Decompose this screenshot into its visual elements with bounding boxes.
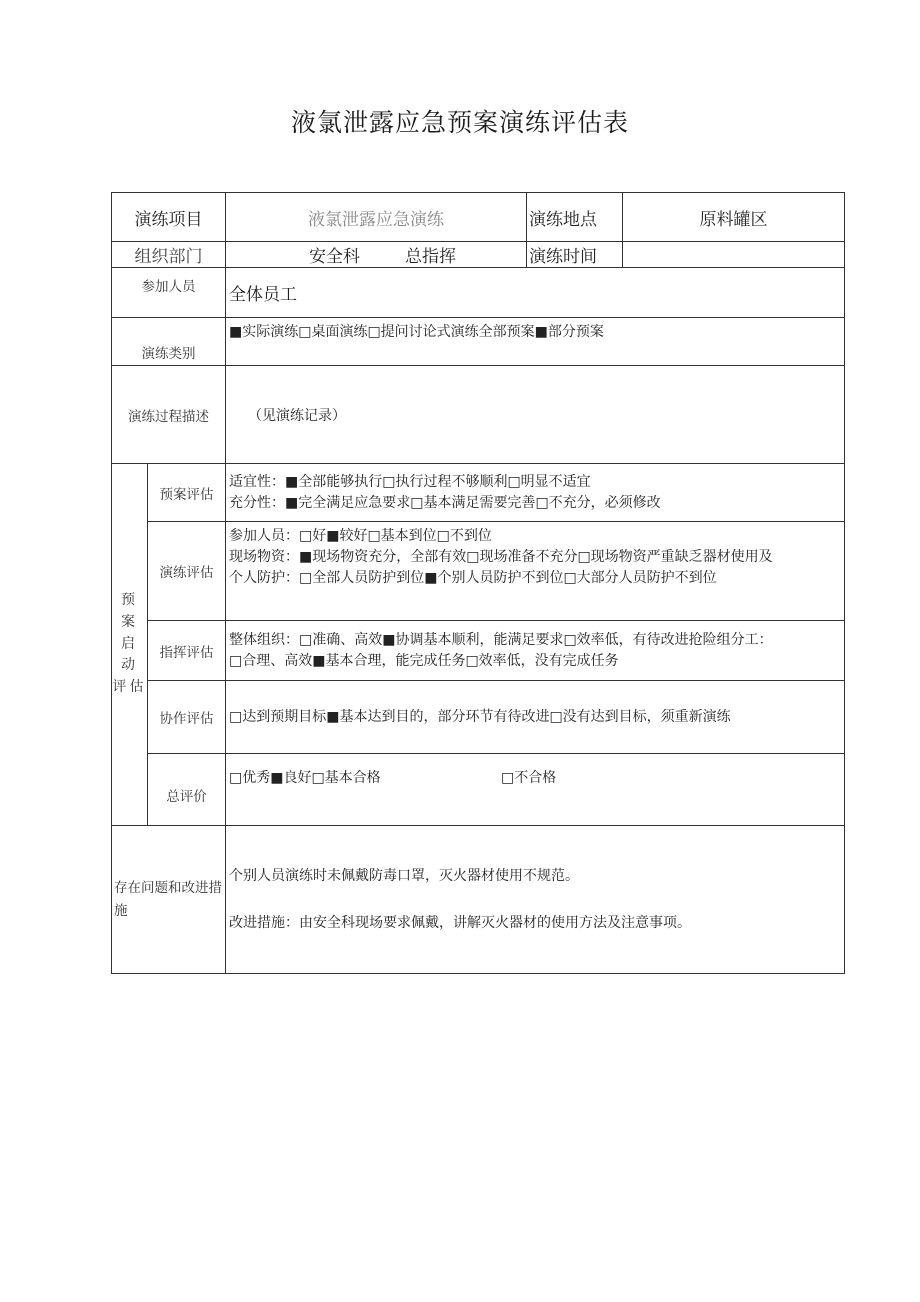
plan-eval-label: 预案评估 xyxy=(148,464,226,522)
command-eval-content xyxy=(226,621,845,681)
command-rescue-line: □合理、高效■基本合理，能完成任务□效率低，没有完成任务 xyxy=(229,652,619,669)
drill-eval-content xyxy=(226,522,845,621)
dept-label: 组织部门 xyxy=(112,242,226,268)
time-label: 演练时间 xyxy=(527,242,623,268)
process-value: （见演练记录） xyxy=(226,366,845,464)
row-drill-eval xyxy=(112,522,845,621)
row-category xyxy=(112,318,845,366)
overall-fail-option: □不合格 xyxy=(501,770,557,786)
process-label: 演练过程描述 xyxy=(112,366,226,464)
row-overall xyxy=(112,754,845,826)
row-process xyxy=(112,366,845,464)
issues-content xyxy=(226,826,845,974)
drill-participants-line: 参加人员：□好■较好□基本到位□不到位 xyxy=(229,528,492,544)
row-plan-eval xyxy=(112,464,845,522)
row-participants xyxy=(112,268,845,318)
plan-suitability-line: 适宜性：■全部能够执行□执行过程不够顺利□明显不适宜 xyxy=(229,473,591,490)
command-eval-label: 指挥评估 xyxy=(148,621,226,681)
drill-eval-label: 演练评估 xyxy=(148,522,226,621)
issues-label: 存在问题和改进措施 xyxy=(112,826,226,974)
participants-value: 全体员工 xyxy=(226,268,845,318)
startup-label-line-3: 评估 xyxy=(112,679,147,696)
overall-options: □优秀■良好□基本合格 xyxy=(229,770,381,786)
time-value xyxy=(623,242,845,268)
command-organization-line: 整体组织：□准确、高效■协调基本顺利，能满足要求□效率低，有待改进抢险组分工： xyxy=(229,631,773,648)
drill-protection-line: 个人防护：□全部人员防护到位■个别人员防护不到位□大部分人员防护不到位 xyxy=(229,570,717,586)
form-title: 液氯泄露应急预案演练评估表 xyxy=(290,108,629,137)
dept-value: 安全科 xyxy=(309,247,360,267)
category-options xyxy=(226,318,845,366)
coop-eval-content xyxy=(226,681,845,754)
startup-label-line-1: 预 案 xyxy=(121,592,138,630)
location-value: 原料罐区 xyxy=(623,193,845,242)
location-label: 演练地点 xyxy=(527,193,623,242)
category-text: ■实际演练□桌面演练□提问讨论式演练全部预案■部分预案 xyxy=(229,324,604,340)
category-label: 演练类别 xyxy=(112,318,226,366)
startup-eval-label xyxy=(112,464,148,826)
overall-content xyxy=(226,754,845,826)
row-coop-eval xyxy=(112,681,845,754)
issues-problem-line: 个别人员演练时未佩戴防毒口罩，灭火器材使用不规范。 xyxy=(229,867,579,884)
row-department xyxy=(112,242,845,268)
overall-label: 总评价 xyxy=(148,754,226,826)
project-value: 液氯泄露应急演练 xyxy=(226,193,527,242)
issues-improvement-line: 改进措施：由安全科现场要求佩戴，讲解灭火器材的使用方法及注意事项。 xyxy=(229,914,691,931)
coop-eval-label: 协作评估 xyxy=(148,681,226,754)
commander-label: 总指挥 xyxy=(405,247,456,267)
row-project xyxy=(112,193,845,242)
drill-materials-line: 现场物资：■现场物资充分，全部有效□现场准备不充分□现场物资严重缺乏器材使用及 xyxy=(229,549,773,565)
row-command-eval xyxy=(112,621,845,681)
dept-cell xyxy=(226,242,527,268)
evaluation-form-table xyxy=(111,192,845,974)
coop-eval-line: □达到预期目标■基本达到目的，部分环节有待改进□没有达到目标，须重新演练 xyxy=(229,708,731,725)
plan-adequacy-line: 充分性：■完全满足应急要求□基本满足需要完善□不充分，必须修改 xyxy=(229,494,661,511)
row-issues xyxy=(112,826,845,974)
project-label: 演练项目 xyxy=(112,193,226,242)
participants-label: 参加人员 xyxy=(112,268,226,318)
plan-eval-content xyxy=(226,464,845,522)
startup-label-line-2: 启 动 xyxy=(121,635,138,674)
